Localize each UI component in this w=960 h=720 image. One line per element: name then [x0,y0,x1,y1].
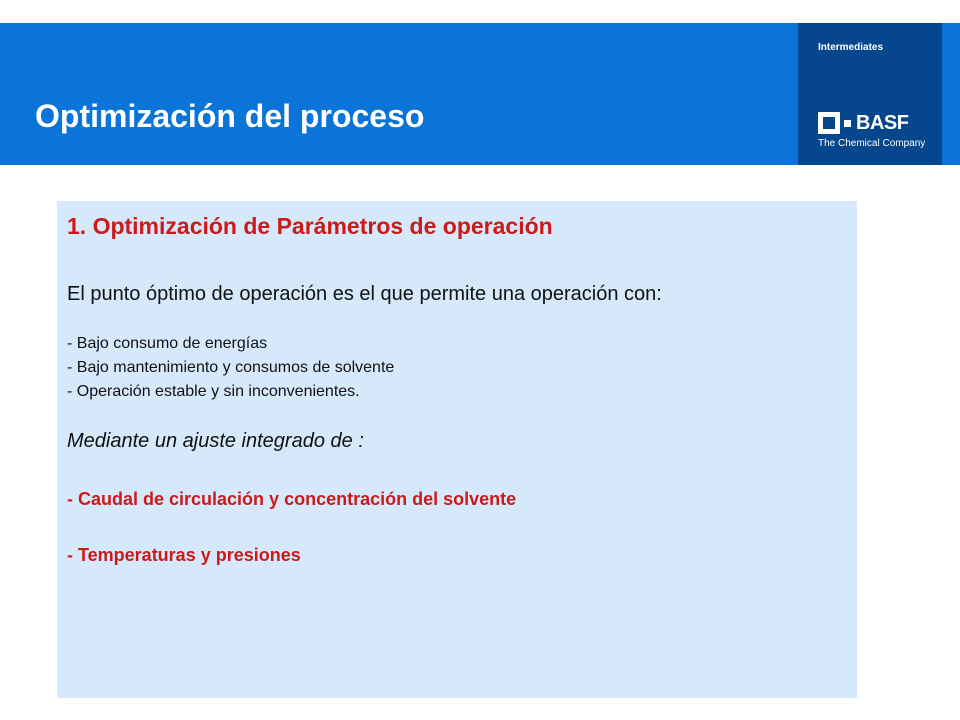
intro-paragraph: El punto óptimo de operación es el que permite una operación con: [67,283,662,305]
logo-dot-icon [844,120,851,127]
brand-division-label: Intermediates [818,42,884,53]
adjustment-list [67,486,847,568]
logo-wordmark: BASF [856,112,909,134]
adjustment-item: - Caudal de circulación y concentración del solvente [67,489,517,509]
section-title: 1. Optimización de Parámetros de operación [67,213,553,239]
benefit-item: - Bajo mantenimiento y consumos de solvente [67,359,395,376]
benefit-list [67,332,847,404]
brand-tagline: The Chemical Company [818,138,926,149]
method-label: Mediante un ajuste integrado de : [67,430,364,452]
content-inner [67,209,847,568]
slide-title: Optimización del proceso [35,98,425,134]
basf-logo [818,111,908,135]
brand-panel [798,23,942,165]
content-box [57,201,857,698]
logo-square-icon [818,112,840,134]
benefit-item: - Bajo consumo de energías [67,335,268,352]
benefit-item: - Operación estable y sin inconvenientes. [67,383,360,400]
adjustment-item: - Temperaturas y presiones [67,545,301,565]
